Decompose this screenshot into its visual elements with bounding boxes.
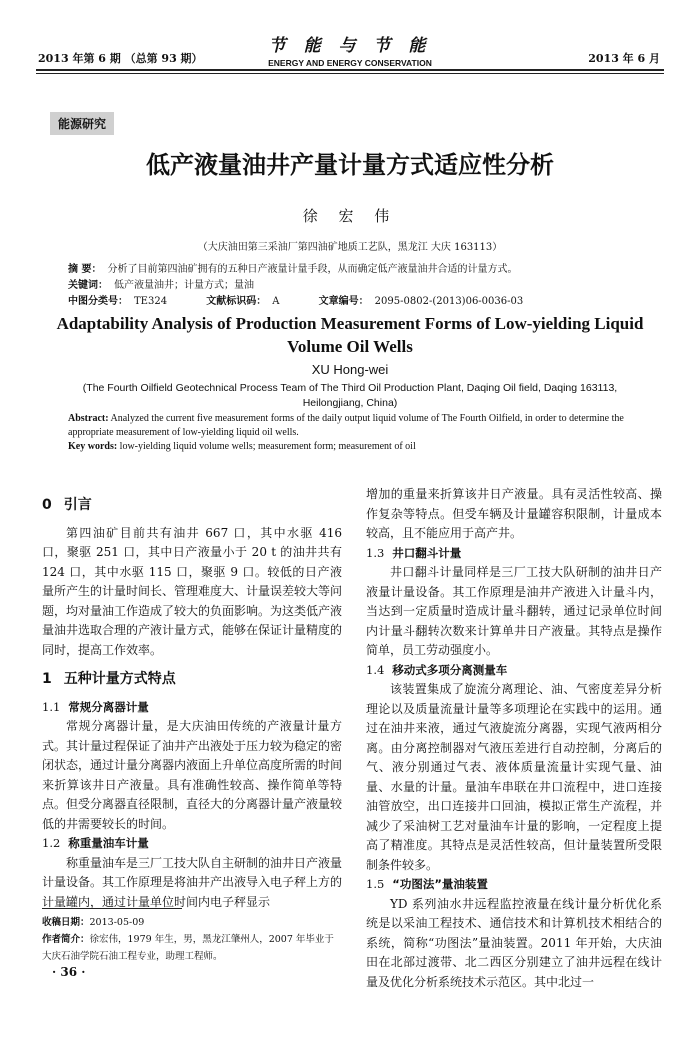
keywords-cn — [68, 276, 254, 291]
author-cn: 徐 宏 伟 — [302, 207, 398, 225]
subsection-heading — [366, 875, 662, 895]
affiliation-en: (The Fourth Oilfield Geotechnical Process Team of The Third Oil Production Plant, Daqing Oil field, Daqing 163113, Heilongjiang, China) — [82, 382, 618, 409]
keywords-cn-text: 低产液量油井；计量方式；量油 — [114, 280, 254, 291]
bio-label: 作者简介： — [42, 934, 90, 945]
bio-text: 徐宏伟，1979 年生，男，黑龙江肇州人，2007 年毕业于大庆石油学院石油工程专业，助理工程师。 — [42, 934, 334, 962]
abstract-cn — [68, 260, 517, 275]
paragraph: 增加的重量来折算该井日产液量。具有灵活性较高、操作复杂等特点。但受车辆及计量罐容积限制，计量成本较高，且不能应用于高产井。 — [366, 487, 662, 540]
received-date — [42, 914, 342, 931]
keywords-en-text: low-yielding liquid volume wells; measurement form; measurement of oil — [119, 441, 416, 452]
abstract-cn-label: 摘 要： — [68, 264, 102, 275]
abstract-en-text: Analyzed the current five measurement forms of the daily output liquid volume of The Fourth Oilfield, in order to determine the appropriate measurement of low-yielding liquid oil wells. — [68, 413, 624, 438]
footnote — [42, 914, 342, 965]
affiliation-cn: （大庆油田第三采油厂第四油矿地质工艺队，黑龙江 大庆 163113） — [197, 242, 503, 253]
section-title: 五种计量方式特点 — [63, 671, 176, 687]
keywords-en — [68, 441, 416, 452]
subsection-title: 移动式多项分离测量车 — [392, 662, 508, 677]
subsection-number: 1.2 — [42, 836, 61, 850]
journal-title-cn: 节 能 与 节 能 — [268, 36, 432, 56]
received-value: 2013-05-09 — [89, 917, 145, 928]
subsection-heading — [366, 544, 662, 564]
abstract-cn-text: 分析了目前第四油矿拥有的五种日产液量计量手段，从而确定低产液量油井合适的计量方式。 — [107, 264, 518, 275]
author-en: XU Hong-wei — [311, 362, 389, 377]
classification-line — [68, 292, 523, 307]
paragraph: 井口翻斗计量同样是三厂工技大队研制的油井日产液量计量设备。其工作原理是油井产液进入计量斗内，当达到一定质量时造成计量斗翻转，通过记录单位时间内计量斗翻转次数来计算单井日产液量。其特点是操作简单，员工劳动强度小。 — [366, 565, 662, 657]
header-date: 2013 年 6 月 — [588, 52, 660, 65]
clc-value: TE324 — [134, 296, 168, 307]
subsection-number: 1.5 — [366, 877, 385, 891]
keywords-en-label: Key words: — [68, 441, 118, 452]
paper-title-cn: 低产液量油井产量计量方式适应性分析 — [146, 151, 554, 179]
footnote-rule — [42, 908, 182, 909]
subsection-title: “功图法”量油装置 — [392, 877, 488, 891]
received-label: 收稿日期： — [42, 917, 90, 928]
paragraph: 常规分离器计量，是大庆油田传统的产液量计量方式。其计量过程保证了油井产出液处于压力较为稳定的密闭状态，通过计量分离器内液面上升单位高度所需的时间来折算该井日产液量。具有准确性较高、操作简单等特点。但受分离器直径限制，直径大的分离器计量产液量较低的井需要较长的时间。 — [42, 719, 343, 831]
section-number: 1 — [42, 671, 52, 687]
body-column-right — [366, 485, 662, 992]
author-bio — [42, 931, 342, 965]
subsection-title: 井口翻斗计量 — [392, 545, 462, 560]
header-rule — [36, 69, 664, 71]
section-title: 引言 — [63, 497, 92, 513]
section-number: 0 — [42, 497, 52, 513]
article-no-label: 文章编号： — [318, 296, 369, 307]
header-rule-thin — [36, 73, 664, 74]
subsection-heading — [42, 834, 342, 854]
abstract-en-label: Abstract: — [68, 413, 109, 424]
journal-masthead — [250, 31, 450, 68]
body-column-left — [42, 492, 342, 912]
subsection-heading — [42, 698, 342, 718]
paragraph: YD 系列油水井远程监控液量在线计量分析优化系统是以采油工程技术、通信技术和计算机技术相结合的系统，简称“功图法”量油装置。2011 年开始，大庆油田在北部过渡带、北二西区分别建立了油井远程在线计量及优化分析系统技术示范区。其中北过一 — [366, 896, 662, 989]
abstract-en — [68, 412, 638, 440]
keywords-cn-label: 关键词： — [68, 280, 108, 291]
subsection-number: 1.4 — [366, 662, 385, 677]
clc-label: 中图分类号： — [68, 296, 128, 307]
section-tag: 能源研究 — [50, 112, 114, 135]
page-number: · 36 · — [52, 965, 86, 979]
paper-title-en: Adaptability Analysis of Production Measurement Forms of Low-yielding Liquid Volume Oil Wells — [56, 314, 644, 356]
paragraph: 第四油矿目前共有油井 667 口，其中水驱 416 口，聚驱 251 口，其中日产液量小于 20 t 的油井共有 124 口，其中水驱 115 口，聚驱 9 口。较低的日产液量所产生的计量时间长、管理难度大、计量误差较大等问题，均对量油工作造成了较大的负面影响。为这类低产液量油井选取合理的产液计量方式，能够在保证计量精度的同时，提高工作效率。 — [42, 525, 343, 657]
doc-code-value: A — [272, 296, 280, 307]
section-heading — [42, 496, 342, 516]
section-heading — [42, 670, 342, 690]
subsection-number: 1.3 — [366, 545, 385, 560]
subsection-title: 常规分离器计量 — [68, 699, 149, 714]
paragraph: 称重量油车是三厂工技大队自主研制的油井日产液量计量设备。其工作原理是将油井产出液导入电子秤上方的计量罐内，通过计量单位时间内电子秤显示 — [42, 855, 343, 909]
subsection-title: 称重量油车计量 — [68, 836, 149, 850]
journal-title-en: ENERGY AND ENERGY CONSERVATION — [268, 58, 432, 68]
paragraph: 该装置集成了旋流分离理论、油、气密度差异分析理论以及质量流量计量等多项理论在实践中的运用。通过在油井来液，通过气液旋流分离器，实现气液两相分离。由分离控制器对气液压差进行自动控制，分离后的气、液分别通过气表、液体质量流量计实现气量、油量、水量的计量。量油车串联在井口流程中，进口连接油管放空，出口连接井口回油，模拟正常生产流程，并减少了采油树工艺对量油车计量的影响，一定程度上提高了精准度。其特点是灵活性较高，但计量装置所受限制条件较多。 — [366, 682, 662, 872]
subsection-heading — [366, 661, 662, 681]
article-no-value: 2095-0802-(2013)06-0036-03 — [374, 296, 524, 307]
doc-code-label: 文献标识码： — [206, 296, 267, 307]
header-issue: 2013 年第 6 期 （总第 93 期） — [38, 52, 203, 65]
subsection-number: 1.1 — [42, 699, 61, 714]
